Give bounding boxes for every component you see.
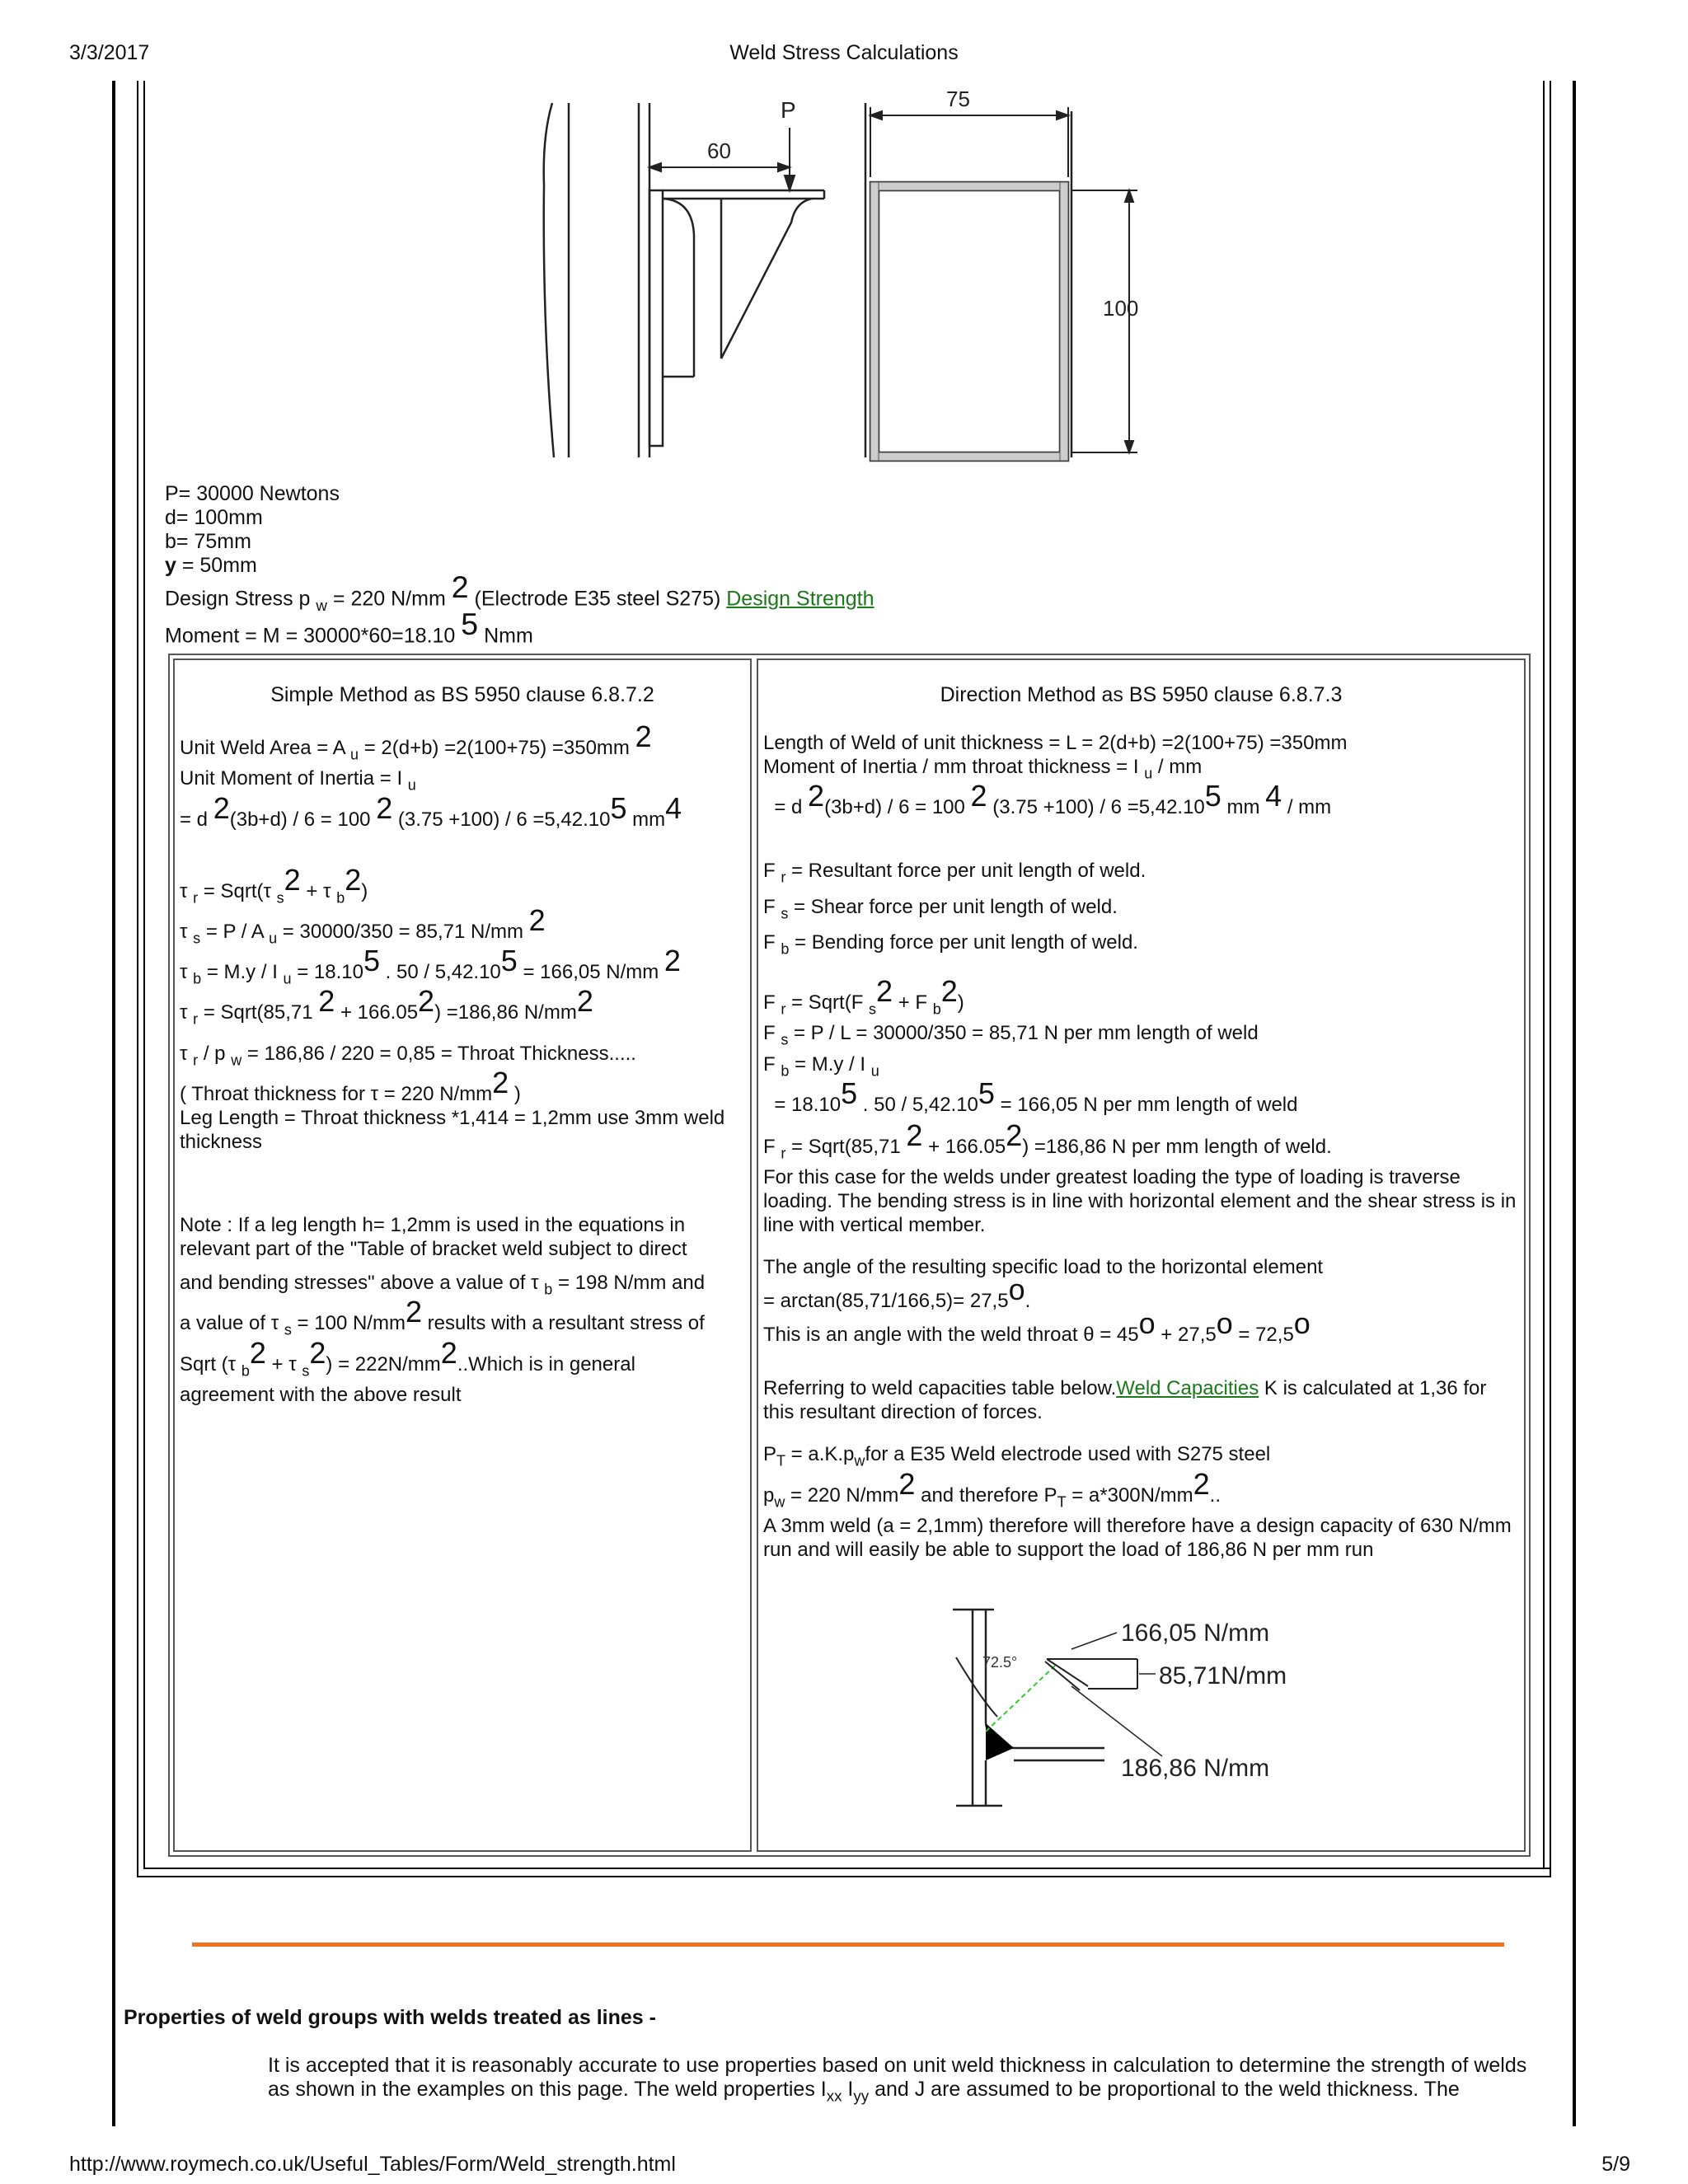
dimension-75: [870, 107, 1068, 177]
frame-right-inner: [1543, 81, 1545, 1869]
pt-formula: $P_T = a.K.p_wfor$ a E35 Weld electrode used with S275 steel: [763, 1443, 1271, 1469]
fs-definition: F $_s$ = Shear force per unit length of weld.: [763, 895, 1118, 921]
weld-hatch: [870, 182, 1068, 461]
tau-r-value: τ $_r$ = Sqrt(85,71 $^2 + 166.05^2) =186,86$ $N/mm^2$: [180, 984, 593, 1028]
resultant-force-label: 186,86 N/mm: [1121, 1755, 1270, 1782]
fb-formula: F $_b$ = M.y / I $_u$: [763, 1052, 879, 1080]
moment: Moment = M = 30000*60=18.10 $^5$ Nmm: [165, 607, 533, 648]
calculation-table: [168, 654, 1531, 1857]
frame-right-outer: [1573, 81, 1576, 2126]
note-line-2: and bending stresses" above a value of τ $_b$ = 198 N/mm and: [180, 1272, 706, 1298]
shear-force-label: 85,71N/mm: [1159, 1662, 1287, 1690]
simple-method-body: [180, 719, 745, 1407]
print-date: 3/3/2017: [69, 41, 150, 64]
design-strength-link[interactable]: Design Strength: [726, 587, 874, 611]
fr-definition: F $_r$ = Resultant force per unit length of weld.: [763, 860, 1146, 886]
page-number: 5/9: [1601, 2153, 1630, 2176]
frame-left-inner2: [143, 81, 145, 1869]
force-diagram: [948, 1608, 1409, 1822]
dimension-100-label: 100: [1103, 296, 1139, 321]
weld-length: Length of Weld of unit thickness = L = 2(d+b) =2(100+75) =350mm: [763, 732, 1348, 754]
frame-right-inner2: [1550, 81, 1551, 1877]
dimension-75-label: 75: [946, 87, 970, 111]
note-line-3: a value of τ $_s$ = 100 $N/mm^2$ results with a resultant stress of: [180, 1295, 705, 1338]
section-heading: Properties of weld groups with welds treated as lines -: [124, 2006, 656, 2029]
fb-value: = $18.10^5$ . $50 / 5,42.10^5 = 166,05$ N per mm length of weld: [774, 1076, 1298, 1117]
frame-left-outer: [112, 81, 115, 2126]
dimension-60: [649, 163, 790, 187]
direction-method-title: Direction Method as BS 5950 clause 6.8.7.3: [940, 683, 1343, 706]
note-line-5: agreement with the above result: [180, 1383, 462, 1406]
tau-b-value: τ $_b$ = M.y / I $_u = 18.10^5$ . $50 / 5,42.10^5 = 166,05$ N/mm $^2$: [180, 944, 681, 987]
fr-formula: F $_r$ = Sqrt(F $_s^2$ + F $_b^2$): [763, 974, 964, 1018]
given-load: P= 30000 Newtons: [165, 482, 340, 505]
fr-value: F $_r$ = Sqrt(85,71 $^2 + 166.05^2) =186,86$ N per mm length of weld.: [763, 1118, 1332, 1162]
direction-method-body: [763, 731, 1519, 1562]
throat-thickness-note: ( Throat thickness for τ = 220 $N/mm^2$ ): [180, 1066, 521, 1106]
fs-value: F $_s$ = P / L = 30000/350 = 85,71 N per mm length of weld: [763, 1022, 1259, 1048]
unit-weld-area: Unit Weld Area = A $_u$ = 2(d+b) =2(100+75) =350mm $^2$: [180, 719, 652, 763]
frame-left-inner: [137, 81, 138, 1877]
fb-definition: F $_b$ = Bending force per unit length of weld.: [763, 930, 1138, 958]
load-arrow: [785, 128, 795, 190]
design-stress: Design Stress p $_w$ = 220 N/mm $^2$ (Electrode E35 steel S275) Design Strength: [165, 569, 874, 614]
inertia-formula-right: = d $^2$(3b+d) / 6 = 100 $^2$ $(3.75 +100) / 6 =5,42.10^5$ mm $^4$ / mm: [774, 779, 1332, 819]
note-line-4: Sqrt (τ $_b^2$ + τ $_s^2) = 222N/mm^2..Which$ is in general: [180, 1335, 635, 1379]
page-url: http://www.roymech.co.uk/Useful_Tables/Form/Weld_strength.html: [69, 2153, 676, 2176]
column-shape: [544, 103, 649, 457]
frame-bottom-inner: [143, 1868, 1551, 1869]
throat-line: [986, 1666, 1055, 1732]
section-paragraph: It is accepted that it is reasonably accurate to use properties based on unit weld thickness in calculation to determine the strength of welds as shown in the examples on this page. The weld properties $I_{xx}$ $I_{yy}$ and J are assumed to be proportional to the weld thickness. The: [268, 2054, 1527, 2105]
simple-method-cell: [173, 658, 752, 1852]
tau-s-value: τ $_s$ = P / A $_u$ = 30000/350 = 85,71 N/mm $^2$: [180, 902, 546, 947]
throat-angle: This is an angle with the weld throat $\theta = 45^o + 27,5^o = 72,5^o$: [763, 1306, 1311, 1347]
throat-thickness: τ $_r$ / p $_w$ = 186,86 / 220 = 0,85 = Throat Thickness.....: [180, 1042, 636, 1069]
note-line-1: Note : If a leg length h= 1,2mm is used in the equations in relevant part of the "Table of bracket weld subject to direct: [180, 1214, 687, 1261]
load-angle-value: = $\arctan(85,71/166,5)= 27,5^o$.: [763, 1272, 1031, 1313]
given-breadth: b= 75mm: [165, 530, 251, 553]
loading-case: For this case for the welds under greatest loading the type of loading is traverse loading. The bending stress is in line with horizontal element and the shear stress is in line with vertical member.: [763, 1166, 1517, 1237]
direction-method-cell: [757, 658, 1526, 1852]
tau-r-formula: τ $_r$ = Sqrt(τ $_s^2$ + τ $_b^2$): [180, 862, 368, 906]
given-y: y = 50mm: [165, 554, 257, 577]
dimension-60-label: 60: [707, 138, 731, 163]
weld-capacities-ref: Referring to weld capacities table below.Weld Capacities K is calculated at 1,36 for this resultant direction of forces.: [763, 1377, 1487, 1424]
document-title: Weld Stress Calculations: [729, 41, 959, 64]
load-label: P: [781, 97, 796, 123]
weld-outline: [865, 103, 1071, 461]
weld-capacity-conclusion: A 3mm weld (a = 2,1mm) therefore will therefore have a design capacity of 630 N/mm run and will easily be able to support the load of 186,86 N per mm run: [763, 1514, 1512, 1561]
unit-moment-inertia: Unit Moment of Inertia = I $_u$: [180, 767, 416, 794]
pw-value: $p_w = 220$ $N/mm^2$ and therefore $P_T = a*300N/mm^2$..: [763, 1466, 1221, 1510]
bracket-shape: [649, 190, 824, 446]
bracket-weld-diagram: [511, 78, 1170, 466]
load-angle-intro: The angle of the resulting specific load to the horizontal element: [763, 1256, 1324, 1279]
frame-bottom-inner2: [137, 1876, 1551, 1877]
angle-label: 72.5°: [982, 1654, 1018, 1671]
leg-length: Leg Length = Throat thickness *1,414 = 1,2mm use 3mm weld thickness: [180, 1107, 725, 1154]
section-divider: [192, 1943, 1504, 1947]
bending-force-label: 166,05 N/mm: [1121, 1619, 1270, 1647]
simple-method-title: Simple Method as BS 5950 clause 6.8.7.2: [270, 683, 654, 706]
inertia-formula: = d $^2$(3b+d) / 6 = 100 $^2$ $(3.75 +100) / 6 =5,42.10^5$ $mm^4$: [180, 790, 682, 831]
weld-fillet: [986, 1723, 1014, 1760]
moment-inertia-per-mm: Moment of Inertia / mm throat thickness = I $_u$ / mm: [763, 756, 1203, 782]
weld-capacities-link[interactable]: Weld Capacities: [1116, 1377, 1259, 1400]
given-depth: d= 100mm: [165, 506, 263, 529]
dimension-100: [1071, 190, 1137, 452]
